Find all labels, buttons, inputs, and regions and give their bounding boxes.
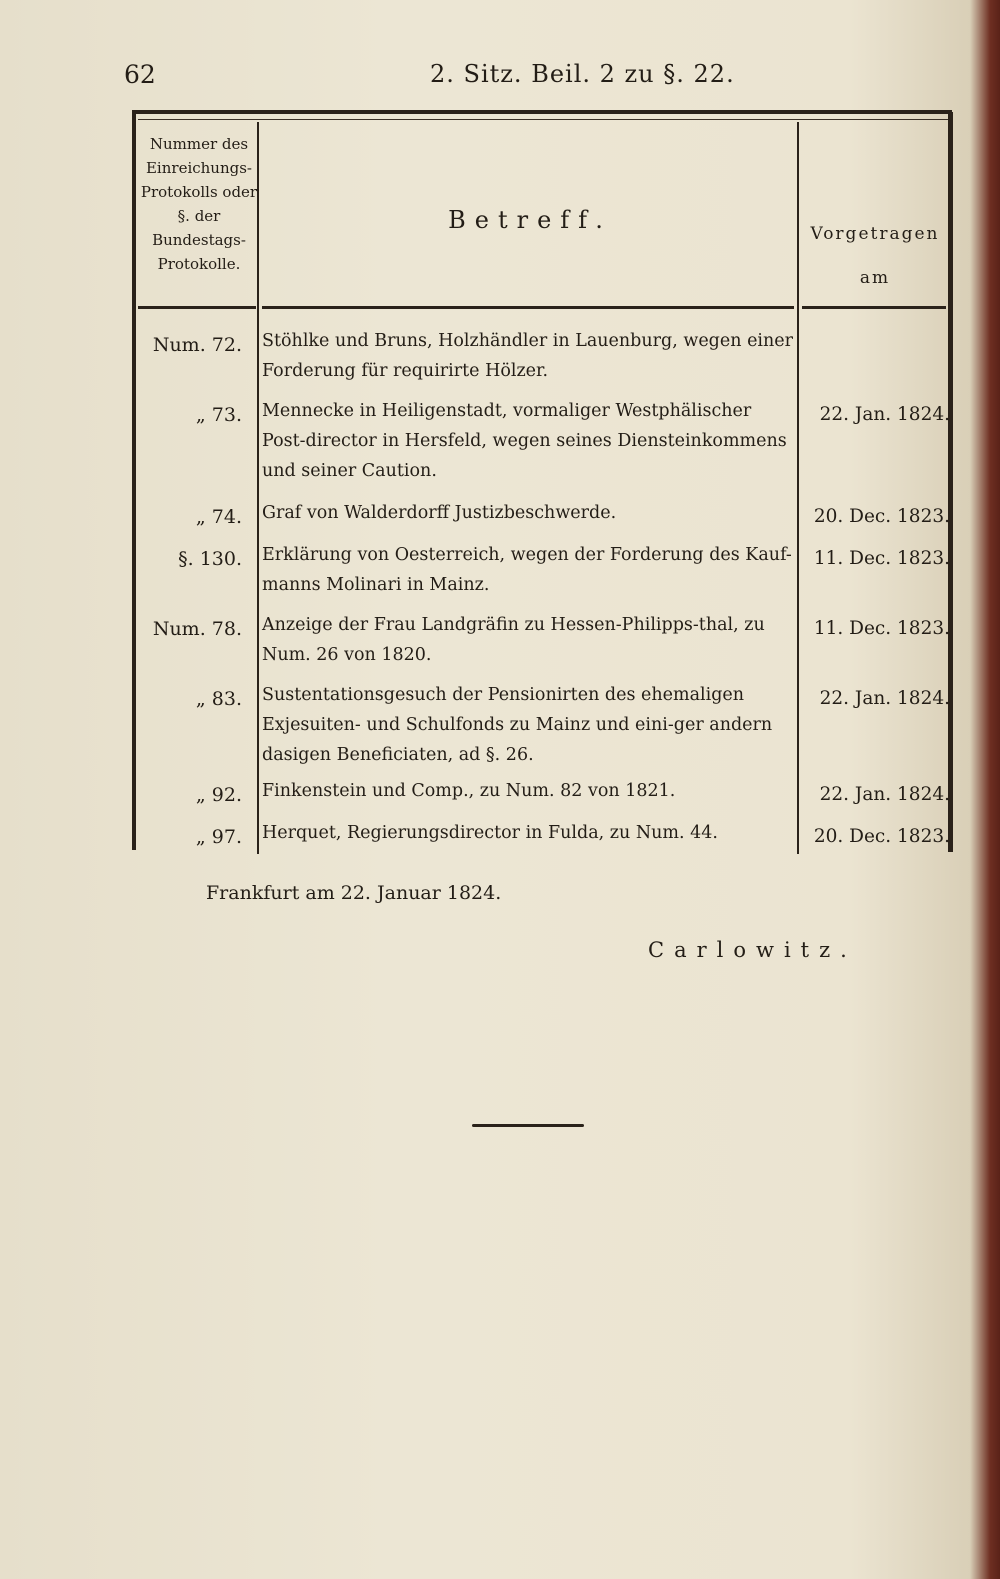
page-header-title: 2. Sitz. Beil. 2 zu §. 22. [430, 60, 735, 88]
row-subject: Sustentationsgesuch der Pensionirten des ehemaligen Exjesuiten- und Schulfonds zu Mainz und eini-ger andern dasigen Beneficiaten, ad §. 26. [262, 685, 773, 765]
row-subject: Erklärung von Oesterreich, wegen der Forderung des Kauf-manns Molinari in Mainz. [262, 545, 792, 595]
row-date: 22. Jan. 1824. [819, 688, 950, 709]
row-number: „ 83. [195, 688, 242, 710]
row-date: 20. Dec. 1823. [813, 506, 950, 527]
header-bottom-rule [802, 306, 946, 309]
place-and-date: Frankfurt am 22. Januar 1824. [206, 882, 502, 904]
row-date: 11. Dec. 1823. [813, 548, 950, 569]
column-header-number: Nummer des Einreichungs-Protokolls oder §. der Bundestags-Protokolle. [140, 135, 258, 273]
row-date: 22. Jan. 1824. [819, 404, 950, 425]
row-number: Num. 78. [152, 618, 242, 640]
table-top-rule [132, 110, 952, 114]
column-header-date: Vorgetragen am [810, 224, 940, 288]
row-subject: Herquet, Regierungsdirector in Fulda, zu Num. 44. [262, 823, 718, 843]
table-top-rule-thin [138, 119, 950, 120]
row-subject: Mennecke in Heiligenstadt, vormaliger Westphälischer Post-director in Hersfeld, wegen seines Diensteinkommens und seiner Caution. [262, 401, 787, 481]
row-number: „ 97. [195, 826, 242, 848]
row-number: „ 74. [195, 506, 242, 528]
row-number: §. 130. [178, 548, 242, 570]
row-date: 11. Dec. 1823. [813, 618, 950, 639]
row-subject: Finkenstein und Comp., zu Num. 82 von 1821. [262, 781, 676, 801]
page-number: 62 [124, 60, 156, 89]
column-header-subject: Betreff. [448, 206, 612, 234]
header-bottom-rule [262, 306, 794, 309]
row-number: „ 92. [195, 784, 242, 806]
end-rule [472, 1124, 584, 1127]
row-number: „ 73. [195, 404, 242, 426]
signature: Carlowitz. [648, 938, 857, 962]
row-subject: Graf von Walderdorff Justizbeschwerde. [262, 503, 617, 523]
row-number: Num. 72. [152, 334, 242, 356]
row-subject: Stöhlke und Bruns, Holzhändler in Lauenburg, wegen einer Forderung für requirirte Hölzer. [262, 331, 794, 381]
row-date: 22. Jan. 1824. [819, 784, 950, 805]
row-date: 20. Dec. 1823. [813, 826, 950, 847]
table-left-border [132, 110, 136, 850]
row-subject: Anzeige der Frau Landgräfin zu Hessen-Philipps-thal, zu Num. 26 von 1820. [262, 615, 765, 665]
header-bottom-rule [138, 306, 256, 309]
